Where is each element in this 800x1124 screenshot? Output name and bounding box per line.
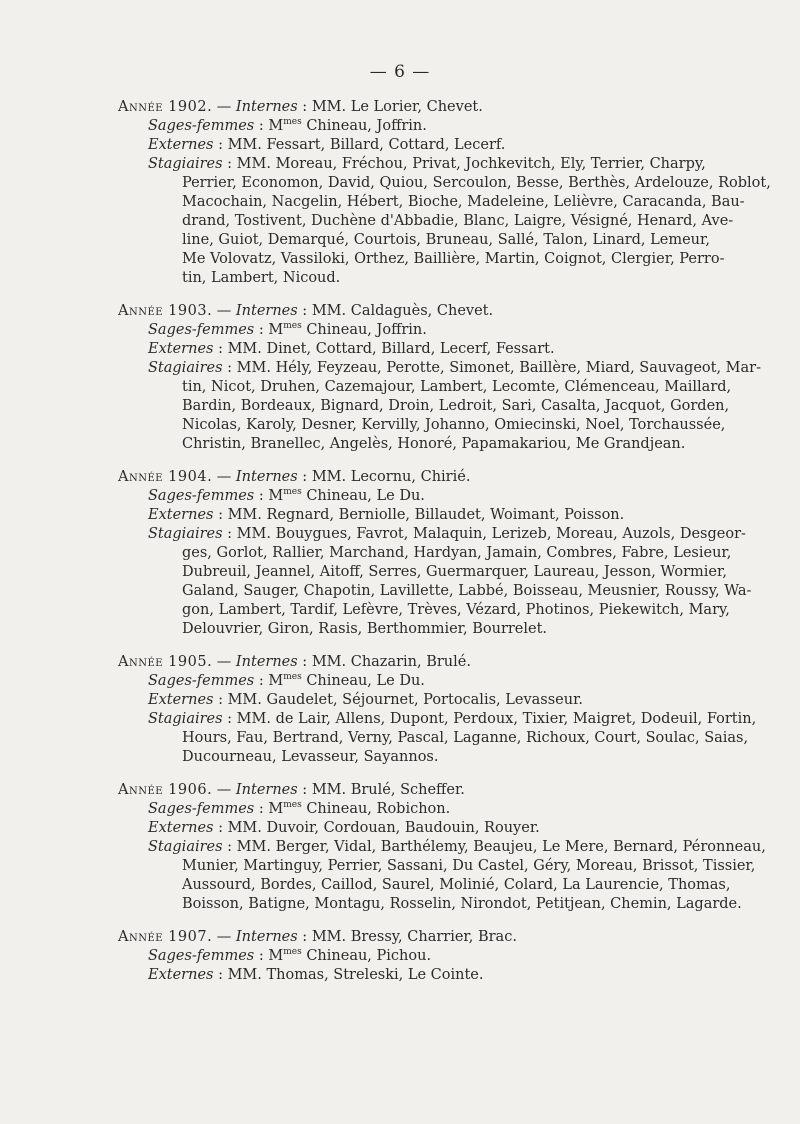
stagiaires-label: Stagiaires [148, 839, 223, 855]
stagiaires-text: line, Guiot, Demarqué, Courtois, Bruneau, Sallé, Talon, Linard, Lemeur, [182, 232, 710, 248]
stagiaires-text: Nicolas, Karoly, Desner, Kervilly, Johanno, Omiecinski, Noel, Torchaussée, [182, 417, 726, 433]
stagiaires-line: Stagiaires : MM. Moreau, Fréchou, Privat, Jochkevitch, Ely, Terrier, Charpy, [148, 156, 706, 172]
stagiaires-text: Perrier, Economon, David, Quiou, Sercoulon, Besse, Berthès, Ardelouze, Roblot, [182, 175, 771, 191]
stagiaires-text: Hours, Fau, Bertrand, Verny, Pascal, Laganne, Richoux, Court, Soulac, Saias, [182, 730, 749, 746]
stagiaires-line [148, 895, 742, 914]
year-label: Année 1904. [118, 469, 213, 485]
year-block [118, 98, 771, 288]
internes-value: MM. Chazarin, Brulé. [311, 654, 471, 670]
sages-femmes-value: Chineau, Robichon. [306, 801, 451, 817]
externes-value: MM. Duvoir, Cordouan, Baudouin, Rouyer. [227, 820, 540, 836]
year-block [118, 781, 766, 914]
stagiaires-text: Me Volovatz, Vassiloki, Orthez, Baillière, Martin, Coignot, Clergier, Perro- [182, 251, 725, 267]
stagiaires-line [148, 544, 732, 563]
internes-line: Année 1906. — Internes : MM. Brulé, Scheffer. [118, 782, 465, 798]
internes-value: MM. Le Lorier, Chevet. [311, 99, 483, 115]
stagiaires-section [118, 838, 766, 914]
sages-femmes-label: Sages-femmes [148, 673, 255, 689]
stagiaires-line [148, 378, 732, 397]
stagiaires-line [148, 231, 708, 250]
internes-line: Année 1907. — Internes : MM. Bressy, Charrier, Brac. [118, 929, 517, 945]
sages-femmes-label: Sages-femmes [148, 322, 255, 338]
stagiaires-text: Galand, Sauger, Chapotin, Lavillette, Labbé, Boisseau, Meusnier, Roussy, Wa- [182, 583, 752, 599]
sages-femmes-value: Chineau, Le Du. [306, 673, 425, 689]
sages-femmes-prefix: M [268, 801, 284, 817]
sages-femmes-line: Sages-femmes : $M^{mes}$ Chineau, Le Du. [148, 672, 425, 689]
year-block [118, 653, 757, 767]
externes-line: Externes : MM. Thomas, Streleski, Le Cointe. [148, 967, 484, 983]
sages-femmes-sup: mes [283, 117, 302, 128]
internes-label: Internes [235, 303, 298, 319]
page-number: — 6 — [369, 62, 431, 82]
stagiaires-text: Ducourneau, Levasseur, Sayannos. [182, 749, 439, 765]
stagiaires-text: gon, Lambert, Tardif, Lefèvre, Trèves, Vézard, Photinos, Piekewitch, Mary, [182, 602, 730, 618]
externes-value: MM. Gaudelet, Séjournet, Portocalis, Levasseur. [227, 692, 584, 708]
internes-label: Internes [235, 99, 298, 115]
externes-line: Externes : MM. Regnard, Berniolle, Billaudet, Woimant, Poisson. [148, 507, 625, 523]
year-label: Année 1902. [118, 99, 213, 115]
stagiaires-line [148, 563, 727, 582]
sages-femmes-prefix: M [268, 322, 284, 338]
stagiaires-text: ges, Gorlot, Rallier, Marchand, Hardyan, Jamain, Combres, Fabre, Lesieur, [182, 545, 732, 561]
internes-line: Année 1902. — Internes : MM. Le Lorier, Chevet. [118, 99, 483, 115]
stagiaires-line [148, 250, 725, 269]
stagiaires-line [148, 601, 730, 620]
sages-femmes-label: Sages-femmes [148, 118, 255, 134]
sages-femmes-label: Sages-femmes [148, 801, 255, 817]
sages-femmes-value: Chineau, Joffrin. [306, 118, 427, 134]
stagiaires-text: tin, Nicot, Druhen, Cazemajour, Lambert, Lecomte, Clémenceau, Maillard, [182, 379, 732, 395]
document-body [118, 98, 771, 999]
externes-label: Externes [148, 820, 214, 836]
externes-label: Externes [148, 137, 214, 153]
externes-line: Externes : MM. Duvoir, Cordouan, Baudouin, Rouyer. [148, 820, 540, 836]
stagiaires-label: Stagiaires [148, 711, 223, 727]
stagiaires-text: MM. Hély, Feyzeau, Perotte, Simonet, Baillère, Miard, Sauvageot, Mar- [236, 360, 762, 376]
internes-label: Internes [235, 654, 298, 670]
stagiaires-label: Stagiaires [148, 360, 223, 376]
internes-value: MM. Brulé, Scheffer. [311, 782, 465, 798]
internes-value: MM. Lecornu, Chirié. [311, 469, 471, 485]
internes-label: Internes [235, 469, 298, 485]
stagiaires-line [148, 193, 745, 212]
internes-line: Année 1903. — Internes : MM. Caldaguès, Chevet. [118, 303, 494, 319]
sages-femmes-value: Chineau, Joffrin. [306, 322, 427, 338]
internes-label: Internes [235, 782, 298, 798]
externes-line: Externes : MM. Gaudelet, Séjournet, Portocalis, Levasseur. [148, 692, 584, 708]
stagiaires-line [148, 729, 749, 748]
externes-label: Externes [148, 507, 214, 523]
stagiaires-line [148, 416, 726, 435]
stagiaires-text: Macochain, Nacgelin, Hébert, Bioche, Madeleine, Lelièvre, Caracanda, Bau- [182, 194, 745, 210]
sages-femmes-sup: mes [283, 672, 302, 683]
stagiaires-text: Delouvrier, Giron, Rasis, Berthommier, Bourrelet. [182, 621, 548, 637]
stagiaires-line [148, 748, 708, 767]
stagiaires-line [148, 212, 734, 231]
stagiaires-text: MM. Berger, Vidal, Barthélemy, Beaujeu, Le Mere, Bernard, Péronneau, [236, 839, 766, 855]
sages-femmes-label: Sages-femmes [148, 488, 255, 504]
year-block [118, 928, 708, 985]
sages-femmes-line: Sages-femmes : $M^{mes}$ Chineau, Robichon. [148, 800, 451, 817]
stagiaires-label: Stagiaires [148, 526, 223, 542]
year-label: Année 1907. [118, 929, 213, 945]
stagiaires-line: Stagiaires : MM. Hély, Feyzeau, Perotte, Simonet, Baillère, Miard, Sauvageot, Mar- [148, 360, 762, 376]
externes-label: Externes [148, 341, 214, 357]
stagiaires-text: MM. Moreau, Fréchou, Privat, Jochkevitch, Ely, Terrier, Charpy, [236, 156, 706, 172]
sages-femmes-sup: mes [283, 487, 302, 498]
sages-femmes-prefix: M [268, 948, 284, 964]
sages-femmes-line: Sages-femmes : $M^{mes}$ Chineau, Le Du. [148, 487, 425, 504]
sages-femmes-sup: mes [283, 800, 302, 811]
year-block [118, 468, 752, 639]
sages-femmes-sup: mes [283, 947, 302, 958]
stagiaires-line: Stagiaires : MM. Berger, Vidal, Barthélemy, Beaujeu, Le Mere, Bernard, Péronneau, [148, 839, 766, 855]
stagiaires-section [118, 710, 757, 767]
externes-label: Externes [148, 967, 214, 983]
externes-value: MM. Regnard, Berniolle, Billaudet, Woimant, Poisson. [227, 507, 625, 523]
stagiaires-text: drand, Tostivent, Duchène d'Abbadie, Blanc, Laigre, Vésigné, Henard, Ave- [182, 213, 734, 229]
year-label: Année 1903. [118, 303, 213, 319]
externes-line: Externes : MM. Fessart, Billard, Cottard, Lecerf. [148, 137, 506, 153]
externes-value: MM. Fessart, Billard, Cottard, Lecerf. [227, 137, 506, 153]
stagiaires-text: Munier, Martinguy, Perrier, Sassani, Du Castel, Géry, Moreau, Brissot, Tissier, [182, 858, 756, 874]
internes-line: Année 1905. — Internes : MM. Chazarin, Brulé. [118, 654, 471, 670]
sages-femmes-prefix: M [268, 118, 284, 134]
stagiaires-section [118, 359, 762, 454]
stagiaires-line [148, 857, 756, 876]
stagiaires-text: MM. de Lair, Allens, Dupont, Perdoux, Tixier, Maigret, Dodeuil, Fortin, [236, 711, 757, 727]
stagiaires-line [148, 174, 771, 193]
externes-line: Externes : MM. Dinet, Cottard, Billard, Lecerf, Fessart. [148, 341, 555, 357]
sages-femmes-prefix: M [268, 673, 284, 689]
internes-value: MM. Caldaguès, Chevet. [311, 303, 494, 319]
internes-line: Année 1904. — Internes : MM. Lecornu, Chirié. [118, 469, 471, 485]
stagiaires-text: Bardin, Bordeaux, Bignard, Droin, Ledroit, Sari, Casalta, Jacquot, Gorden, [182, 398, 730, 414]
stagiaires-line [148, 397, 730, 416]
stagiaires-text: Christin, Branellec, Angelès, Honoré, Papamakariou, Me Grandjean. [182, 436, 686, 452]
year-label: Année 1906. [118, 782, 213, 798]
sages-femmes-sup: mes [283, 321, 302, 332]
stagiaires-line [148, 876, 731, 895]
stagiaires-section [118, 525, 752, 639]
sages-femmes-value: Chineau, Le Du. [306, 488, 425, 504]
stagiaires-line [148, 620, 708, 639]
stagiaires-label: Stagiaires [148, 156, 223, 172]
stagiaires-section [118, 155, 771, 288]
sages-femmes-line: Sages-femmes : $M^{mes}$ Chineau, Joffrin. [148, 321, 427, 338]
year-label: Année 1905. [118, 654, 213, 670]
stagiaires-line [148, 435, 708, 454]
stagiaires-text: Dubreuil, Jeannel, Aitoff, Serres, Guermarquer, Laureau, Jesson, Wormier, [182, 564, 727, 580]
sages-femmes-value: Chineau, Pichou. [306, 948, 432, 964]
stagiaires-line: Stagiaires : MM. Bouygues, Favrot, Malaquin, Lerizeb, Moreau, Auzols, Desgeor- [148, 526, 746, 542]
sages-femmes-line: Sages-femmes : $M^{mes}$ Chineau, Pichou. [148, 947, 432, 964]
stagiaires-line [148, 269, 708, 288]
sages-femmes-line: Sages-femmes : $M^{mes}$ Chineau, Joffrin. [148, 117, 427, 134]
stagiaires-text: MM. Bouygues, Favrot, Malaquin, Lerizeb, Moreau, Auzols, Desgeor- [236, 526, 746, 542]
stagiaires-line [148, 582, 752, 601]
stagiaires-text: Aussourd, Bordes, Caillod, Saurel, Molinié, Colard, La Laurencie, Thomas, [182, 877, 731, 893]
internes-label: Internes [235, 929, 298, 945]
year-block [118, 302, 762, 454]
externes-label: Externes [148, 692, 214, 708]
stagiaires-text: tin, Lambert, Nicoud. [182, 270, 341, 286]
externes-value: MM. Dinet, Cottard, Billard, Lecerf, Fessart. [227, 341, 555, 357]
externes-value: MM. Thomas, Streleski, Le Cointe. [227, 967, 484, 983]
stagiaires-text: Boisson, Batigne, Montagu, Rosselin, Nirondot, Petitjean, Chemin, Lagarde. [182, 896, 742, 912]
sages-femmes-prefix: M [268, 488, 284, 504]
stagiaires-line: Stagiaires : MM. de Lair, Allens, Dupont, Perdoux, Tixier, Maigret, Dodeuil, Fortin, [148, 711, 757, 727]
internes-value: MM. Bressy, Charrier, Brac. [311, 929, 517, 945]
sages-femmes-label: Sages-femmes [148, 948, 255, 964]
